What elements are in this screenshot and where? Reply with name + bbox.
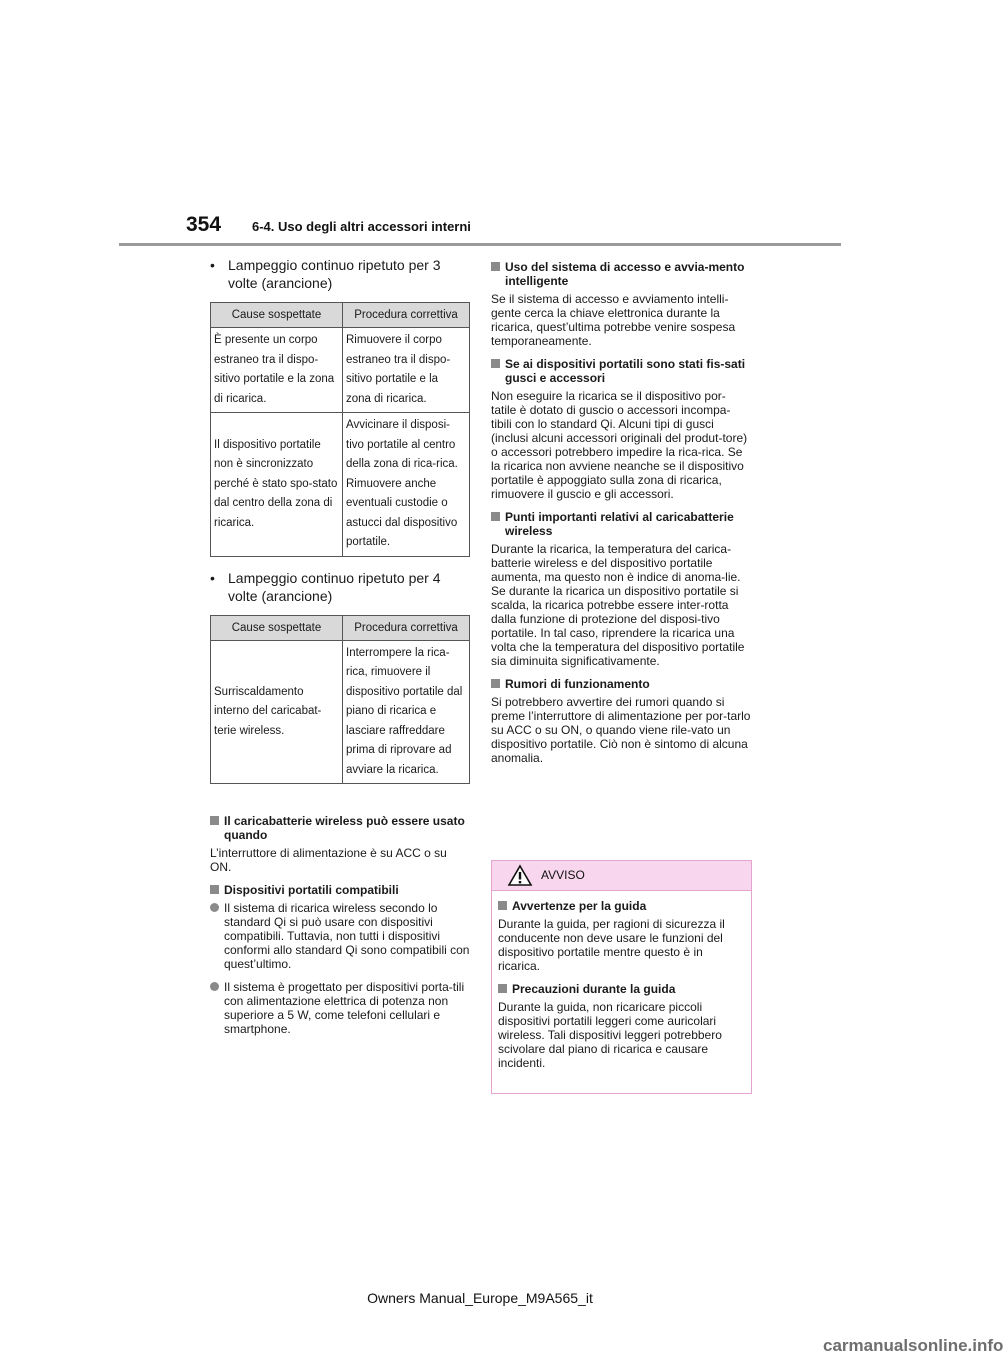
table-header-row [211,303,470,328]
list-item: Il sistema di ricarica wireless secondo lo standard Qi si può usare con dispositivi compatibili. Tuttavia, non tutti i dispositivi conformi allo standard Qi sono compatibili con quest’ultimo. [210,901,470,971]
table-cell: Avvicinare il disposi-tivo portatile al centro della zona di rica-rica. Rimuovere anche eventuali custodie o astucci dal dispositivo portatile. [343,413,470,557]
square-bullet-icon [491,359,500,368]
cause-table-4-flashes [210,615,470,785]
subsection-heading: Se ai dispositivi portatili sono stati fis-sati gusci e accessori [491,357,751,385]
footer-text: Owners Manual_Europe_M9A565_it [367,1290,593,1306]
cause-table-3-flashes [210,302,470,557]
table-cell: È presente un corpo estraneo tra il dispo-sitivo portatile e la zona di ricarica. [211,328,343,413]
list-item: Il sistema è progettato per dispositivi porta-tili con alimentazione elettrica di potenza non superiore a 5 W, come telefoni cellulari e smartphone. [210,980,470,1036]
paragraph: Durante la ricarica, la temperatura del carica-batterie wireless e del dispositivo portatile aumenta, ma questo non è indice di anoma-lie. [491,542,741,584]
subsection-heading: Avvertenze per la guida [498,899,745,913]
warning-body [492,891,751,1070]
table-cell: Interrompere la rica-rica, rimuovere il dispositivo portatile dal piano di ricarica e lasciare raffreddare prima di riprovare ad avviare la ricarica. [343,640,470,784]
bullet-text: Lampeggio continuo ripetuto per 4 volte (arancione) [228,569,441,604]
section-title: 6-4. Uso degli altri accessori interni [252,219,471,234]
column-header: Cause sospettate [211,615,343,640]
paragraph: L’interruttore di alimentazione è su ACC o su ON. [210,846,447,874]
subsection-heading: Punti importanti relativi al caricabatterie wireless [491,510,751,538]
paragraph: Si potrebbero avvertire dei rumori quando si preme l’interruttore di alimentazione per por-tarlo su ACC o su ON, o quando viene rile-vato un dispositivo portatile. Ciò non è sintomo di alcuna anomalia. [491,695,751,765]
paragraph: Durante la guida, per ragioni di sicurezza il conducente non deve usare le funzioni del dispositivo portatile mentre questo è in ricarica. [498,917,725,973]
right-column [491,256,751,774]
left-column [210,256,470,1045]
watermark: carmanualsonline.info [823,1336,1003,1355]
warning-box [491,860,752,1094]
table-header-row [211,615,470,640]
warning-title: AVVISO [541,868,585,882]
column-header: Cause sospettate [211,303,343,328]
subsection-heading: Precauzioni durante la guida [498,982,745,996]
warning-triangle-icon [508,865,532,886]
square-bullet-icon [491,262,500,271]
table-cell: Rimuovere il corpo estraneo tra il dispo-sitivo portatile e la zona di ricarica. [343,328,470,413]
table-cell: Surriscaldamento interno del caricabat-terie wireless. [211,640,343,784]
paragraph: Se il sistema di accesso e avviamento intelli-gente cerca la chiave elettronica durante la ricarica, quest’ultima potrebbe venire sospesa temporaneamente. [491,292,736,348]
column-header: Procedura correttiva [343,615,470,640]
square-bullet-icon [498,901,507,910]
paragraph: Se durante la ricarica un dispositivo portatile si scalda, la ricarica potrebbe essere inter-rotta dalla funzione di protezione del disposi-tivo portatile. In tal caso, riprendere la ricarica una volta che la temperatura del dispositivo portatile sia diminuita significativamente. [491,584,745,668]
subsection-heading: Uso del sistema di accesso e avvia-mento intelligente [491,260,751,288]
page-number: 354 [186,213,222,236]
paragraph: Non eseguire la ricarica se il dispositivo por-tatile è dotato di guscio o accessori incompa-tibili con lo standard Qi. Alcuni tipi di gusci (inclusi alcuni accessori originali del produt-tore) o accessori potrebbero impedire la rica-rica. Se la ricarica non avviene neanche se il dispositivo portatile è appoggiato sulla zona di ricarica, rimuovere il guscio e gli accessori. [491,389,748,501]
table-row [211,413,470,557]
square-bullet-icon [210,816,219,825]
square-bullet-icon [210,885,219,894]
subsection-heading: Rumori di funzionamento [491,677,751,691]
subsection-heading: Il caricabatterie wireless può essere usato quando [210,814,470,842]
table-row [211,328,470,413]
list-item: • Lampeggio continuo ripetuto per 3 volte (arancione) [210,256,470,292]
square-bullet-icon [498,984,507,993]
square-bullet-icon [491,679,500,688]
list-item: • Lampeggio continuo ripetuto per 4 volte (arancione) [210,569,470,605]
circle-bullet-icon [210,982,219,991]
table-cell: Il dispositivo portatile non è sincronizzato perché è stato spo-stato dal centro della zona di ricarica. [211,413,343,557]
subsection-heading: Dispositivi portatili compatibili [210,883,470,897]
circle-bullet-icon [210,903,219,912]
paragraph: Durante la guida, non ricaricare piccoli dispositivi portatili leggeri come auricolari wireless. Tali dispositivi leggeri potrebbero scivolare dal piano di ricarica e causare incidenti. [498,1000,722,1070]
square-bullet-icon [491,512,500,521]
table-row [211,640,470,784]
header-divider [119,243,841,246]
column-header: Procedura correttiva [343,303,470,328]
bullet-text: Lampeggio continuo ripetuto per 3 volte (arancione) [228,257,441,291]
warning-header [492,861,751,891]
